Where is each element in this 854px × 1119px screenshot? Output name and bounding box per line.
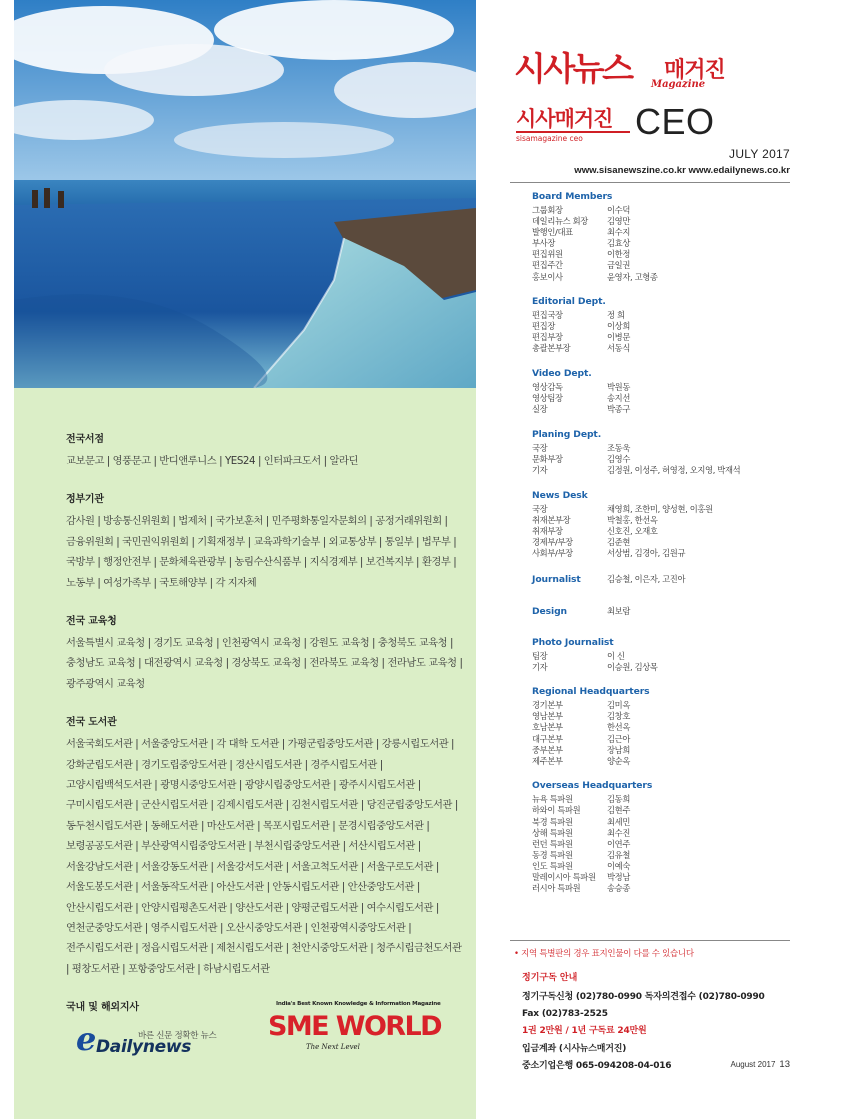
staff-row <box>532 332 794 343</box>
staff-name: 김현주 <box>607 805 630 816</box>
staff-row <box>532 393 794 404</box>
staff-name: 이예숙 <box>607 860 630 871</box>
staff-section-title: News Desk <box>532 489 588 501</box>
staff-section-inline <box>532 605 794 617</box>
masthead-main: 시사뉴스 <box>514 49 632 88</box>
staff-role: 국장 <box>532 442 548 453</box>
staff-row <box>532 711 794 722</box>
staff-row <box>532 205 794 216</box>
distribution-section-education <box>66 612 466 694</box>
cover-photo-infinity-pool <box>14 0 476 388</box>
staff-section <box>532 490 794 559</box>
staff-row <box>532 794 794 805</box>
staff-name: 채영희, 조한미, 양성현, 이홍원 <box>607 503 713 514</box>
subscription-fax: Fax (02)783-2525 <box>522 1009 608 1020</box>
divider <box>510 940 790 941</box>
staff-row <box>532 883 794 894</box>
staff-section-title: Video Dept. <box>532 368 592 380</box>
staff-name: 최보람 <box>607 605 630 616</box>
staff-row <box>532 465 794 476</box>
staff-role: 하와이 특파원 <box>532 805 581 816</box>
sme-world-logo <box>268 1000 444 1070</box>
section-body: 서울특별시 교육청 | 경기도 교육청 | 인천광역시 교육청 | 강원도 교육청 | 충청북도 교육청 | 충청남도 교육청 | 대전광역시 교육청 | 경상북도 교육청 | 전라북도 교육청 | 전라남도 교육청 | 광주광역시 교육청 <box>66 637 463 690</box>
staff-section-title: Regional Headquarters <box>532 686 650 698</box>
footer-issue: August 2017 <box>730 1060 776 1069</box>
staff-section-title: Photo Journalist <box>532 636 614 648</box>
staff-role: 영남본부 <box>532 711 563 722</box>
staff-row <box>532 872 794 883</box>
staff-role: 제주본부 <box>532 755 563 766</box>
staff-role: 데일리뉴스 회장 <box>532 216 588 227</box>
subscription-account-number: 중소기업은행 065-094208-04-016 <box>522 1060 672 1071</box>
staff-row <box>532 651 794 662</box>
staff-row <box>532 839 794 850</box>
staff-row <box>532 548 794 559</box>
staff-section <box>532 429 794 476</box>
staff-role: 팀장 <box>532 650 548 661</box>
staff-row <box>532 227 794 238</box>
staff-role: 부사장 <box>532 238 555 249</box>
staff-section <box>532 686 794 767</box>
staff-section-title: Planing Dept. <box>532 428 602 440</box>
staff-role: 총괄본부장 <box>532 343 571 354</box>
staff-name: 최수지 <box>607 227 630 238</box>
staff-row <box>532 454 794 465</box>
photo-illustration <box>14 0 476 388</box>
staff-row <box>532 817 794 828</box>
staff-row <box>532 537 794 548</box>
staff-name: 김영만 <box>607 216 630 227</box>
staff-role: 동경 특파원 <box>532 849 573 860</box>
staff-row <box>532 700 794 711</box>
staff-row <box>532 249 794 260</box>
staff-section <box>532 637 794 673</box>
staff-name: 송승종 <box>607 883 630 894</box>
staff-name: 박종구 <box>607 404 630 415</box>
staff-row <box>532 850 794 861</box>
staff-role: 취재본부장 <box>532 514 571 525</box>
staff-name: 양순옥 <box>607 755 630 766</box>
divider <box>510 182 790 183</box>
websites: www.sisanewszine.co.kr www.edailynews.co.kr <box>574 165 790 176</box>
staff-name: 금일권 <box>607 260 630 271</box>
staff-name: 이연주 <box>607 838 630 849</box>
staff-role: 문화부장 <box>532 453 563 464</box>
staff-name: 김효상 <box>607 238 630 249</box>
staff-name: 정 희 <box>607 310 625 321</box>
staff-row <box>532 321 794 332</box>
staff-name: 김동희 <box>607 794 630 805</box>
staff-role: 대구본부 <box>532 733 563 744</box>
staff-role: 국장 <box>532 503 548 514</box>
staff-row <box>532 722 794 733</box>
section-title: 전국 교육청 <box>66 616 117 628</box>
section-title: 전국 도서관 <box>66 717 117 729</box>
staff-section-title: Editorial Dept. <box>532 296 606 308</box>
staff-role: 편집장 <box>532 321 555 332</box>
edailynews-wordmark: Dailynews <box>96 1037 192 1057</box>
staff-name: 이수덕 <box>607 205 630 215</box>
staff-role: 러시아 특파원 <box>532 883 581 894</box>
staff-row <box>532 343 794 354</box>
staff-row <box>532 734 794 745</box>
staff-name: 김준현 <box>607 536 630 547</box>
distribution-panel <box>14 0 476 1119</box>
staff-role: 뉴욕 특파원 <box>532 794 573 805</box>
ceo-korean-title: 시사매거진 <box>516 107 613 131</box>
distribution-list <box>66 430 466 1032</box>
staff-row <box>532 861 794 872</box>
staff-role: 상해 특파원 <box>532 827 573 838</box>
staff-section-title: Design <box>532 605 567 617</box>
edailynews-e-mark: e <box>76 1020 97 1058</box>
staff-role: 편집위원 <box>532 249 563 260</box>
subscription-price: 1권 2만원 / 1년 구독료 24만원 <box>522 1026 647 1037</box>
page-footer <box>730 1059 790 1070</box>
staff-name: 김영수 <box>607 453 630 464</box>
distribution-section-libraries <box>66 713 466 979</box>
staff-row <box>532 238 794 249</box>
ceo-small-caption: sisamagazine ceo <box>516 134 583 143</box>
staff-name: 박정남 <box>607 871 630 882</box>
staff-name: 최세민 <box>607 816 630 827</box>
staff-role: 홍보이사 <box>532 271 563 282</box>
staff-role: 취재부장 <box>532 525 563 536</box>
ceo-english-title: CEO <box>635 101 715 142</box>
section-body: 감사원 | 방송통신위원회 | 법제처 | 국가보훈처 | 민주평화통일자문회의 | 공정거래위원회 | 금융위원회 | 국민권익위원회 | 기획재정부 | 교육과학기술부 | 외교통상부 | 통일부 | 법무부 | 국방부 | 행정안전부 | 문화체육관광부 | 농림수산식품부 | 지식경제부 | 보건복지부 | 환경부 | 노동부 | 여성가족부 | 국토해양부 | 각 지자체 <box>66 515 457 589</box>
staff-row <box>532 756 794 767</box>
staff-role: 북경 특파원 <box>532 816 573 827</box>
cover-notice: • 지역 특별판의 경우 표지인물이 다를 수 있습니다 <box>514 949 694 959</box>
page-number: 13 <box>779 1059 790 1070</box>
staff-row <box>532 745 794 756</box>
subscription-phone: 정기구독신청 (02)780-0990 독자의견접수 (02)780-0990 <box>522 992 765 1002</box>
staff-name: 김창호 <box>607 711 630 722</box>
staff-name: 이한정 <box>607 249 630 260</box>
issue-date: JULY 2017 <box>729 147 790 161</box>
staff-role: 발행인/대표 <box>532 227 573 238</box>
staff-section <box>532 296 794 354</box>
distribution-section-government <box>66 490 466 593</box>
staff-section-title: Board Members <box>532 191 613 202</box>
staff-name: 박철홍, 한선옥 <box>607 514 658 525</box>
staff-row <box>532 662 794 673</box>
staff-name: 조동욱 <box>607 442 630 453</box>
staff-name: 김승철, 이은자, 고진아 <box>607 573 686 584</box>
staff-role: 사회부/부장 <box>532 547 573 558</box>
staff-role: 중부본부 <box>532 744 563 755</box>
staff-name: 김미옥 <box>607 700 630 711</box>
masthead-magazine-word: Magazine <box>651 79 706 90</box>
section-title: 전국서점 <box>66 434 104 445</box>
staff-row <box>532 404 794 415</box>
staff-role: 편집국장 <box>532 310 563 321</box>
staff-name: 이 신 <box>607 650 625 661</box>
staff-row <box>532 504 794 515</box>
partner-logos <box>76 1000 446 1070</box>
staff-role: 경기본부 <box>532 700 563 711</box>
staff-name: 박원동 <box>607 382 630 393</box>
staff-row <box>532 216 794 227</box>
distribution-section-bookstores <box>66 430 466 471</box>
staff-row <box>532 382 794 393</box>
staff-row <box>532 828 794 839</box>
staff-role: 편집부장 <box>532 332 563 343</box>
edailynews-logo <box>76 1022 256 1062</box>
staff-name: 김근아 <box>607 733 630 744</box>
staff-section <box>532 191 794 283</box>
staff-name: 한선옥 <box>607 722 630 733</box>
staff-role: 런던 특파원 <box>532 838 573 849</box>
ceo-underline <box>516 131 630 133</box>
staff-role: 편집주간 <box>532 260 563 271</box>
sme-world-tagline: India's Best Known Knowledge & Information Magazine <box>276 1001 441 1007</box>
staff-name: 이병문 <box>607 332 630 343</box>
staff-role: 기자 <box>532 465 548 475</box>
staff-row <box>532 260 794 271</box>
staff-role: 실장 <box>532 404 548 415</box>
staff-name: 서상범, 김경아, 김원규 <box>607 547 686 558</box>
section-title: 정부기관 <box>66 494 104 506</box>
staff-name: 김유철 <box>607 849 630 860</box>
staff-role: 말레이시아 특파원 <box>532 871 596 882</box>
staff-name: 윤영자, 고형종 <box>607 271 658 282</box>
masthead-sub: 매거진 <box>664 58 725 83</box>
staff-role: 인도 특파원 <box>532 860 573 871</box>
subscription-title: 정기구독 안내 <box>522 973 578 983</box>
staff-name: 이승원, 김상목 <box>607 661 658 672</box>
subscription-account-name: 입금계좌 (시사뉴스매거진) <box>522 1043 627 1054</box>
staff-section <box>532 368 794 415</box>
staff-name: 이상희 <box>607 321 630 332</box>
staff-row <box>532 515 794 526</box>
staff-row <box>532 526 794 537</box>
staff-name: 신호진, 오재호 <box>607 525 658 536</box>
staff-role: 영상감독 <box>532 382 563 393</box>
staff-name: 송지선 <box>607 393 630 404</box>
staff-name: 최수진 <box>607 827 630 838</box>
staff-role: 호남본부 <box>532 722 563 733</box>
staff-role: 그룹회장 <box>532 205 563 215</box>
sisamagazine-ceo-logo <box>516 103 776 143</box>
edailynews-tagline: 바른 신문 정확한 뉴스 <box>138 1031 217 1041</box>
masthead-panel <box>500 0 854 1119</box>
staff-section-title: Journalist <box>532 573 581 585</box>
sme-world-subtitle: The Next Level <box>306 1043 360 1051</box>
staff-section-title: Overseas Headquarters <box>532 780 653 792</box>
staff-directory <box>532 191 794 908</box>
staff-name: 김정원, 이성주, 허영정, 오지영, 박재석 <box>607 465 741 475</box>
staff-role: 영상팀장 <box>532 393 563 404</box>
staff-name: 장남희 <box>607 744 630 755</box>
staff-row <box>532 310 794 321</box>
sme-world-wordmark: SME WORLD <box>268 1011 441 1042</box>
section-body: 교보문고 | 영풍문고 | 반디앤루니스 | YES24 | 인터파크도서 | 알라딘 <box>66 455 358 467</box>
staff-name: 서동식 <box>607 343 630 354</box>
staff-section-inline <box>532 573 794 585</box>
staff-row <box>532 443 794 454</box>
staff-role: 기자 <box>532 661 548 672</box>
section-title: 국내 및 해외지사 <box>66 1002 139 1014</box>
staff-section <box>532 780 794 894</box>
staff-role: 경제부/부장 <box>532 536 573 547</box>
section-body: 서울국회도서관 | 서울중앙도서관 | 각 대학 도서관 | 가평군립중앙도서관 | 강릉시립도서관 | 강화군립도서관 | 경기도립중앙도서관 | 경산시립도서관 | 경주시립도서관 | 고양시립백석도서관 | 광명시중앙도서관 | 광양시립중앙도서관 | 광주시시립도서관 | 구미시립도서관 | 군산시립도서관 | 김제시립도서관 | 김천시립도서관 | 당진군립중앙도서관 | 동두천시립도서관 | 동해도서관 | 마산도서관 | 목포시립도서관 | 문경시립중앙도서관 | 보령공공도서관 | 부산광역시립중앙도서관 | 부천시립중앙도서관 | 서산시립도서관 | 서울강남도서관 | 서울강동도서관 | 서울강서도서관 | 서울고척도서관 | 서울구로도서관 | 서울도봉도서관 | 서울동작도서관 | 아산도서관 | 안동시립도서관 | 안산중앙도서관 | 안산시립도서관 | 안양시립평촌도서관 | 양산도서관 | 양평군립도서관 | 여수시립도서관 | 연천군중앙도서관 | 영주시립도서관 | 오산시중앙도서관 | 인천광역시중앙도서관 | 전주시립도서관 | 정읍시립도서관 | 제천시립도서관 | 천안시중앙도서관 | 청주시립금천도서관 | 평창도서관 | 포항중앙도서관 | 하남시립도서관 <box>66 738 462 975</box>
staff-row <box>532 805 794 816</box>
staff-row <box>532 272 794 283</box>
